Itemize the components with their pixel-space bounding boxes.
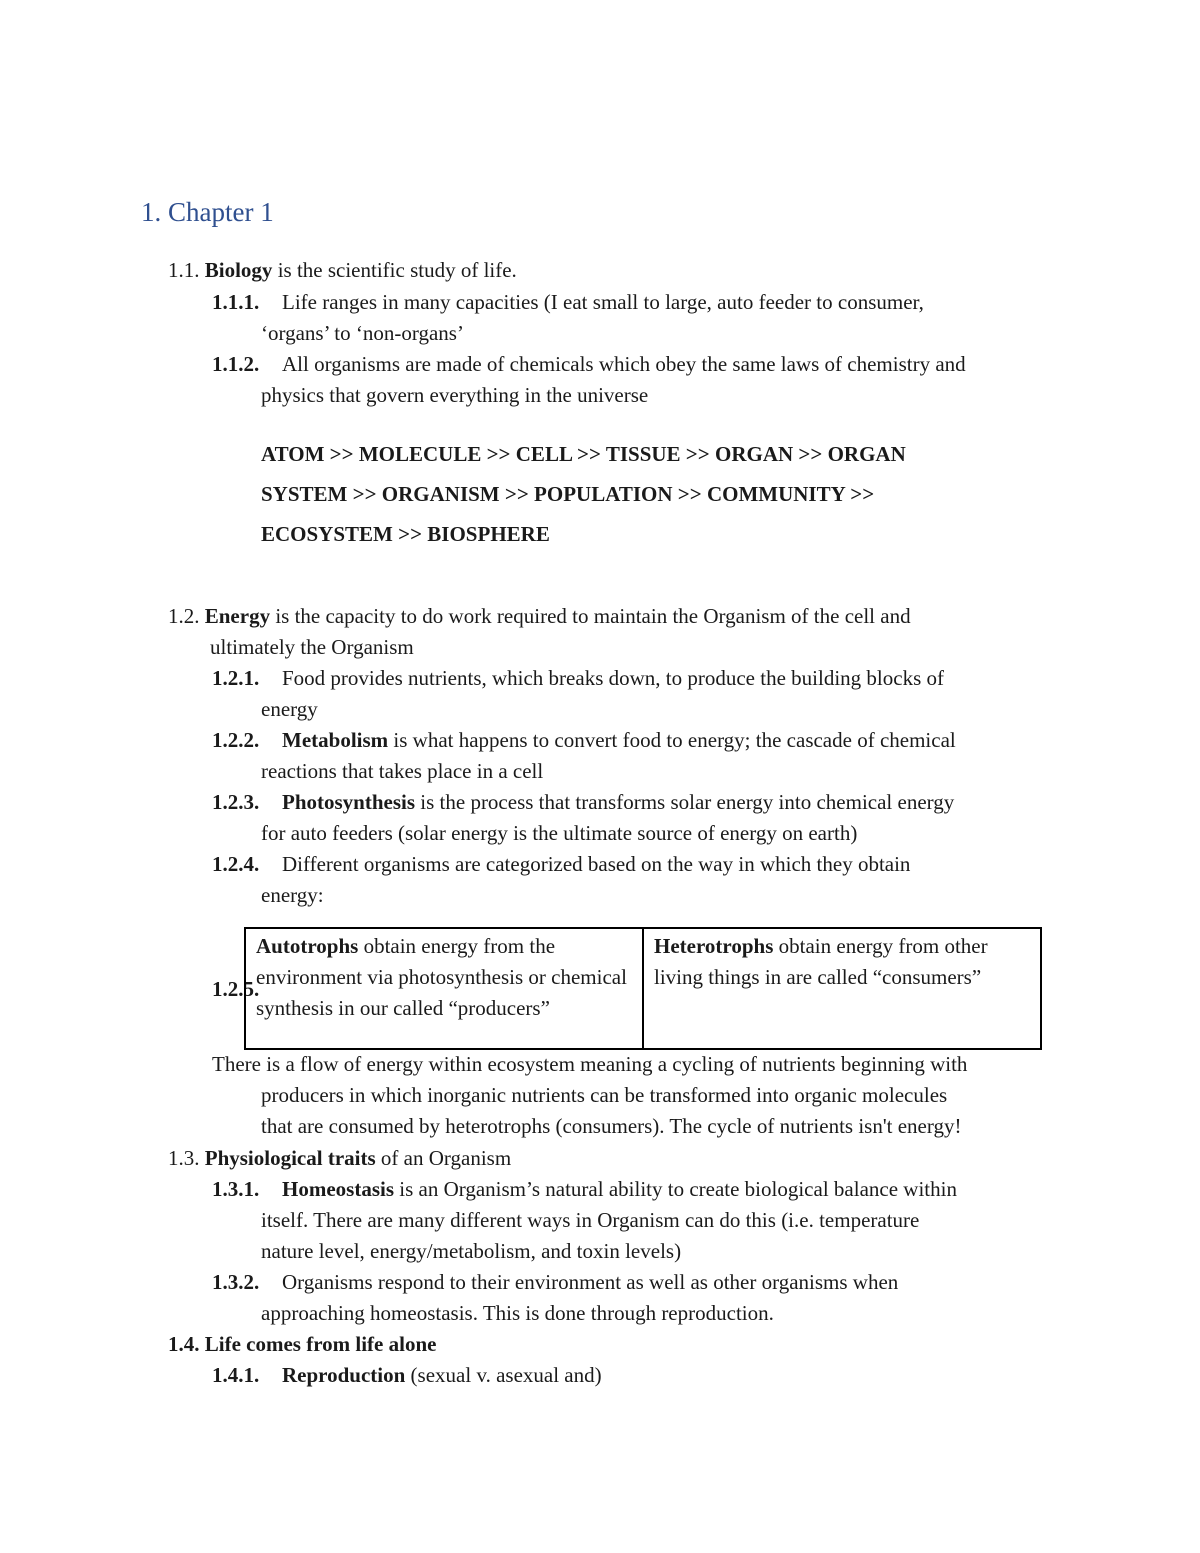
section-1-1 [168,255,517,286]
cell-text: obtain energy from the environment via photosynthesis or chemical synthesis in our called “producers” [256,934,627,1020]
item-text [282,1174,957,1205]
cell-text: obtain energy from other living things in are called “consumers” [654,934,988,989]
table-row [245,928,1041,1049]
item-text-line: reactions that takes place in a cell [261,759,544,783]
item-text-line: physics that govern everything in the universe [261,383,649,407]
section-1-2 [168,601,911,632]
item-text-line: is the process that transforms solar energy into chemical energy [415,790,955,814]
section-text-line: ultimately the Organism [210,635,414,659]
item-text-line: for auto feeders (solar energy is the ultimate source of energy on earth) [261,821,858,845]
section-text: is the scientific study of life. [272,258,517,282]
term-physiological-traits: Physiological traits [204,1146,376,1170]
item-text-line: approaching homeostasis. This is done through reproduction. [261,1301,774,1325]
term-homeostasis: Homeostasis [282,1177,394,1201]
item-number: 1.2.3. [212,790,260,814]
item-number: 1.3.2. [212,1270,260,1294]
section-1-4 [168,1329,436,1360]
chapter-heading [141,195,274,229]
item-text-line: Organisms respond to their environment as well as other organisms when [282,1270,899,1294]
flow-text-line: producers in which inorganic nutrients can be transformed into organic molecules [261,1083,948,1107]
term-heterotrophs: Heterotrophs [654,934,774,958]
item-number: 1.3.1. [212,1177,260,1201]
item-text-line: Life ranges in many capacities (I eat small to large, auto feeder to consumer, [282,290,924,314]
flow-text-line: There is a flow of energy within ecosystem meaning a cycling of nutrients beginning with [212,1052,968,1076]
term-biology: Biology [204,258,273,282]
term-autotrophs: Autotrophs [256,934,359,958]
section-number: 1.4. [168,1332,200,1356]
section-number: 1.2. [168,604,200,628]
term-photosynthesis: Photosynthesis [282,790,416,814]
term-metabolism: Metabolism [282,728,389,752]
item-number: 1.2.5. [212,977,260,1001]
flow-text-line: that are consumed by heterotrophs (consumers). The cycle of nutrients isn't energy! [261,1114,962,1138]
chapter-number: 1. [141,197,162,227]
section-number: 1.3. [168,1146,200,1170]
section-text: of an Organism [375,1146,512,1170]
term-energy: Energy [204,604,271,628]
hierarchy-line: SYSTEM >> ORGANISM >> POPULATION >> COMMUNITY >> [261,482,875,506]
item-text-line: itself. There are many different ways in Organism can do this (i.e. temperature [261,1208,920,1232]
hierarchy-line: ATOM >> MOLECULE >> CELL >> TISSUE >> ORGAN >> ORGAN [261,442,906,466]
item-text [282,787,954,818]
item-text [282,725,956,756]
item-text [282,1360,602,1391]
item-text-line: Different organisms are categorized based on the way in which they obtain [282,852,911,876]
trophic-table [244,927,1042,1050]
item-text-line: energy [261,697,318,721]
term-reproduction: Reproduction [282,1363,406,1387]
item-number: 1.1.2. [212,352,260,376]
item-number: 1.4.1. [212,1363,260,1387]
item-number: 1.2.1. [212,666,260,690]
chapter-title: Chapter 1 [168,197,274,227]
section-text: Life comes from life alone [204,1332,437,1356]
section-number: 1.1. [168,258,200,282]
item-text-line: ‘organs’ to ‘non-organs’ [261,321,464,345]
item-text-line: (sexual v. asexual and) [405,1363,602,1387]
hierarchy-line: ECOSYSTEM >> BIOSPHERE [261,522,550,546]
section-1-3 [168,1143,511,1174]
item-text-line: is what happens to convert food to energy; the cascade of chemical [388,728,956,752]
item-text-line: Food provides nutrients, which breaks down, to produce the building blocks of [282,666,944,690]
table-cell-heterotrophs [643,928,1041,1049]
item-number: 1.2.4. [212,852,260,876]
table-cell-autotrophs [245,928,643,1049]
item-text-line: nature level, energy/metabolism, and toxin levels) [261,1239,682,1263]
item-text-line: energy: [261,883,324,907]
item-text-line: is an Organism’s natural ability to create biological balance within [394,1177,957,1201]
item-number: 1.1.1. [212,290,260,314]
item-number: 1.2.2. [212,728,260,752]
item-text-line: All organisms are made of chemicals which obey the same laws of chemistry and [282,352,966,376]
section-text: is the capacity to do work required to maintain the Organism of the cell and [270,604,911,628]
